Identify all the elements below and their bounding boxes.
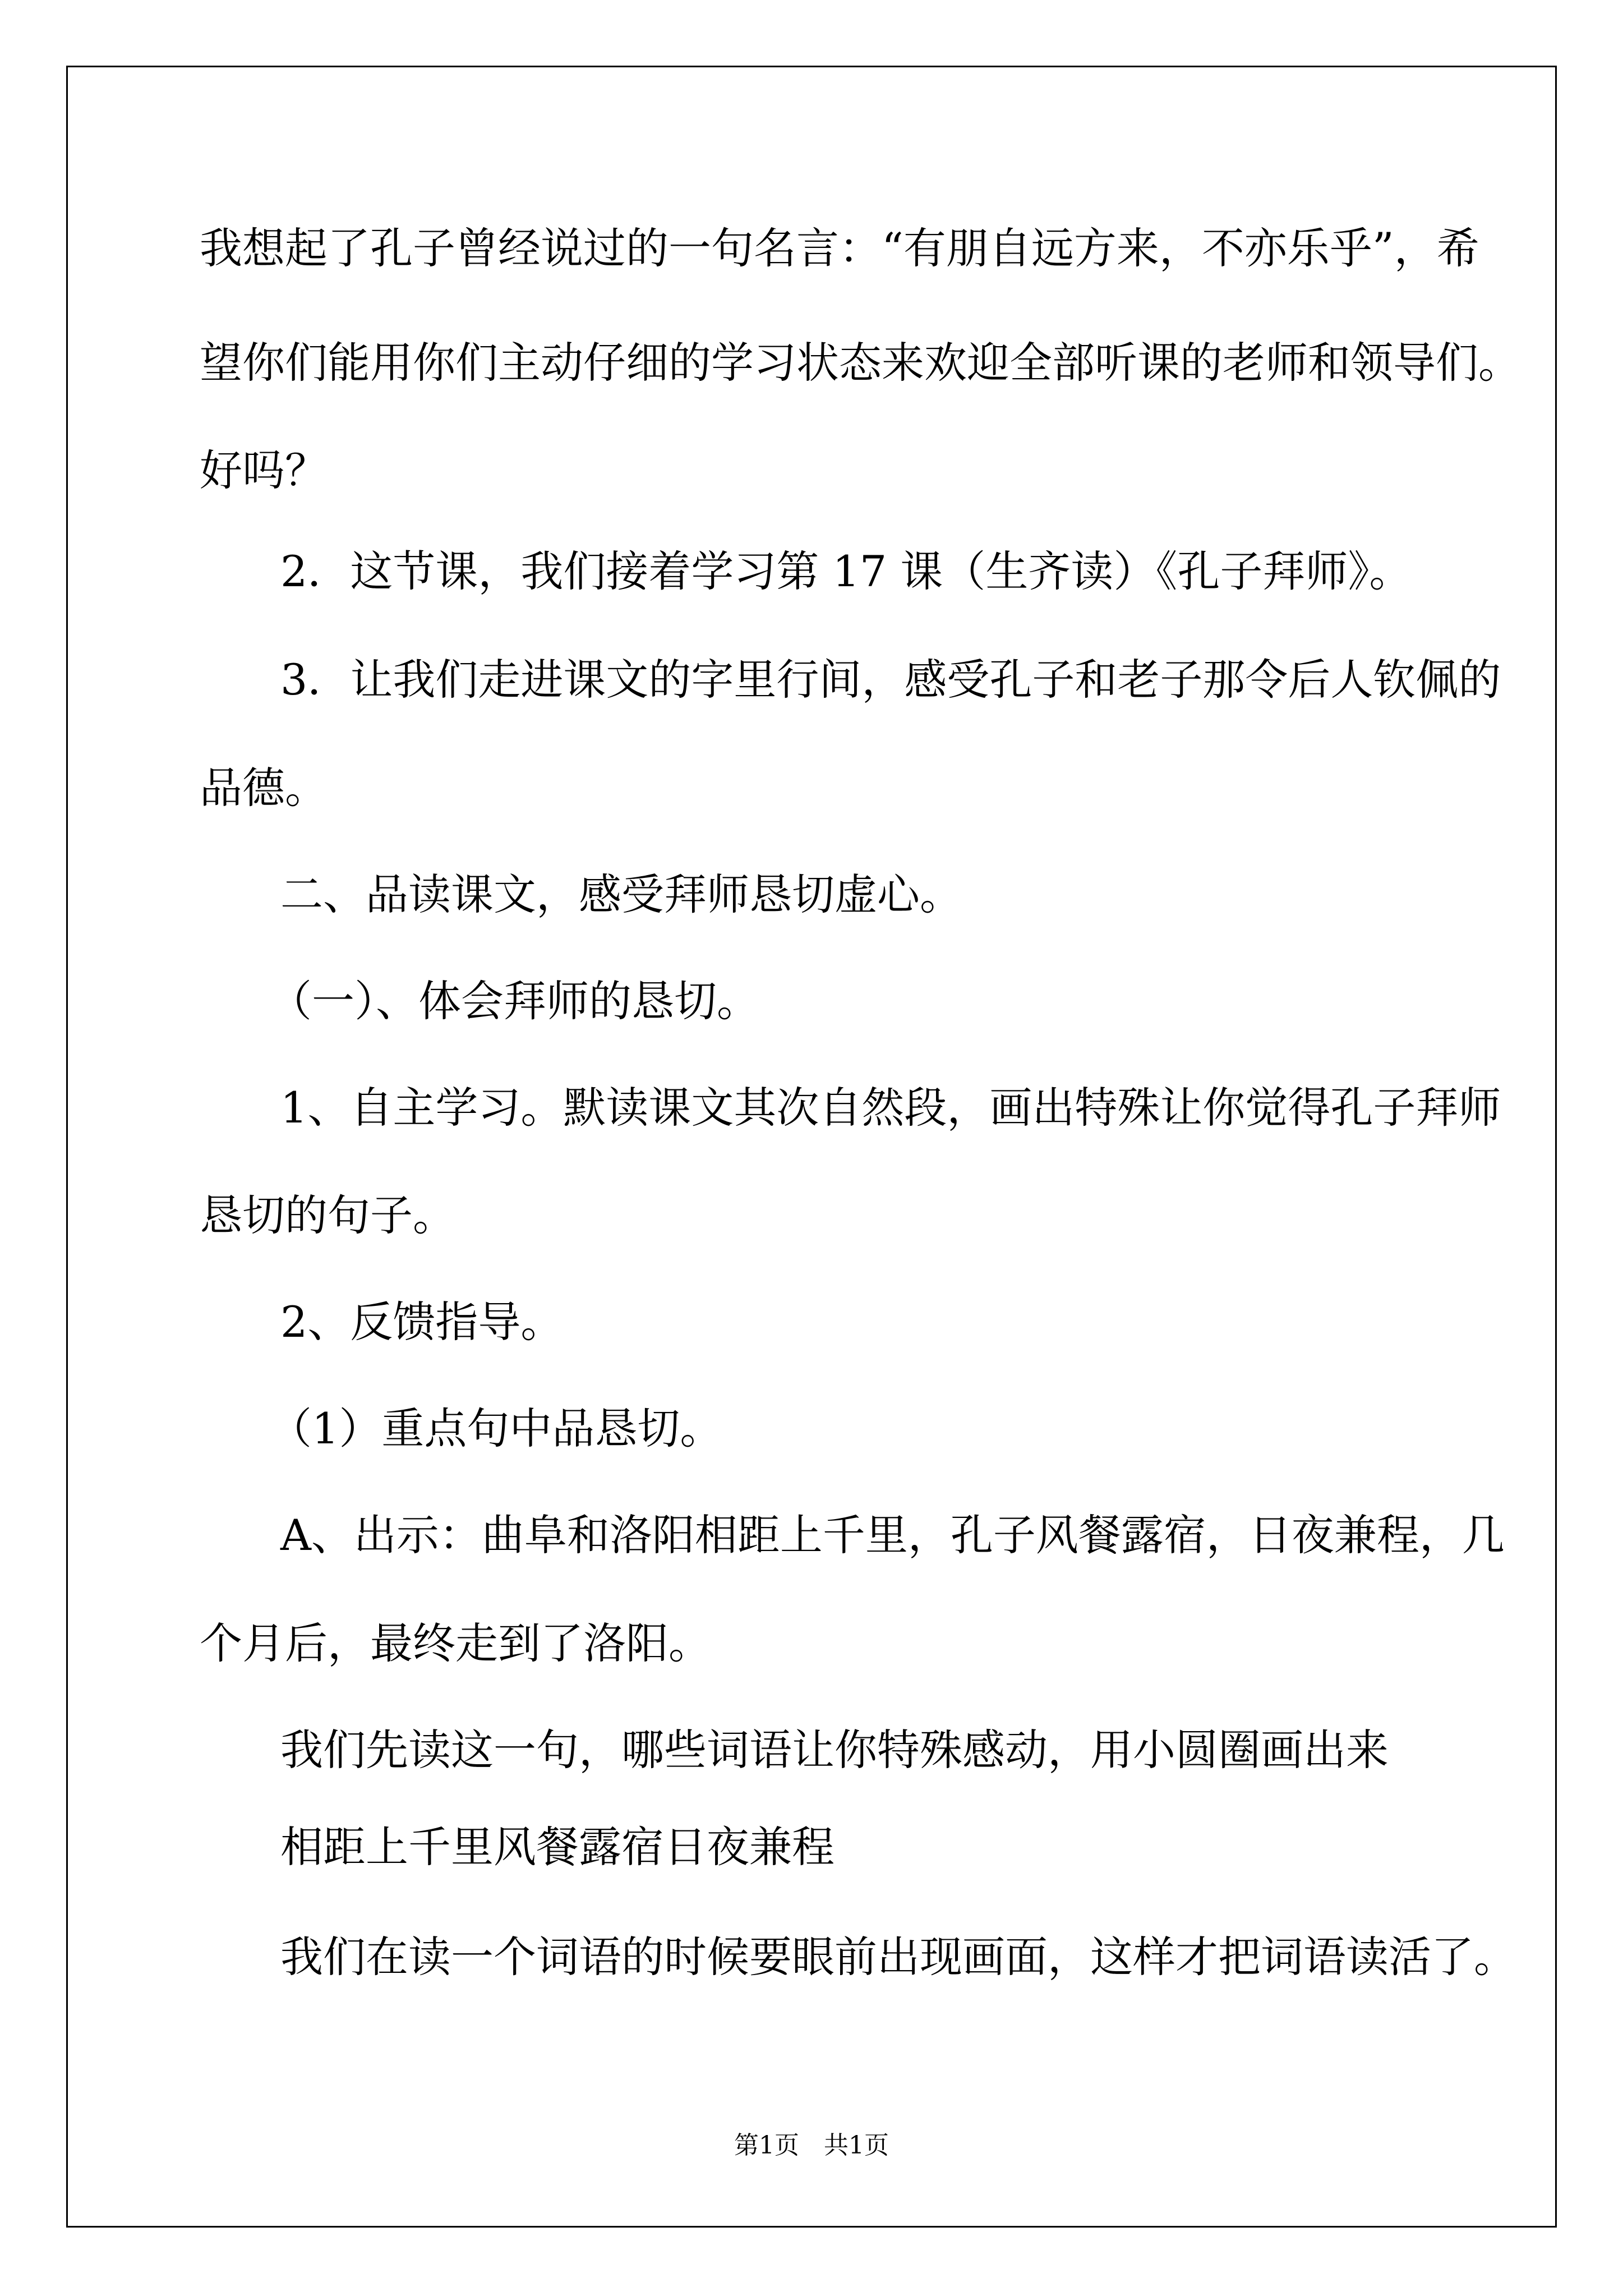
text-line: 3．让我们走进课文的字里行间，感受孔子和老子那令后人钦佩的 — [280, 655, 1501, 705]
text-line: （一）、体会拜师的恳切。 — [269, 976, 759, 1026]
text-line: 我想起了孔子曾经说过的一句名言：“有朋自远方来，不亦乐乎”，希 — [200, 223, 1479, 273]
text-line: 好吗？ — [200, 445, 328, 495]
text-line: 望你们能用你们主动仔细的学习状态来欢迎全部听课的老师和领导们。 — [200, 338, 1521, 388]
text-line: 二、品读课文，感受拜师恳切虚心。 — [280, 869, 962, 919]
text-line: 1、自主学习。默读课文其次自然段，画出特殊让你觉得孔子拜师 — [280, 1083, 1501, 1133]
text-line: 品德。 — [200, 763, 328, 813]
text-line: 恳切的句子。 — [200, 1190, 455, 1240]
text-line: 相距上千里风餐露宿日夜兼程 — [280, 1822, 834, 1872]
text-line: 个月后，最终走到了洛阳。 — [200, 1618, 711, 1668]
text-line: （1）重点句中品恳切。 — [269, 1404, 723, 1453]
text-line: A、出示：曲阜和洛阳相距上千里，孔子风餐露宿，日夜兼程，几 — [280, 1510, 1505, 1560]
text-line: 2、反馈指导。 — [280, 1297, 564, 1347]
text-line: 我们在读一个词语的时候要眼前出现画面，这样才把词语读活了。 — [280, 1932, 1516, 1982]
text-line: 我们先读这一句，哪些词语让你特殊感动，用小圆圈画出来 — [280, 1725, 1389, 1775]
page-footer: 第1页 共1页 — [734, 2131, 889, 2160]
text-line: 2．这节课，我们接着学习第 17 课（生齐读）《孔子拜师》。 — [280, 546, 1412, 596]
